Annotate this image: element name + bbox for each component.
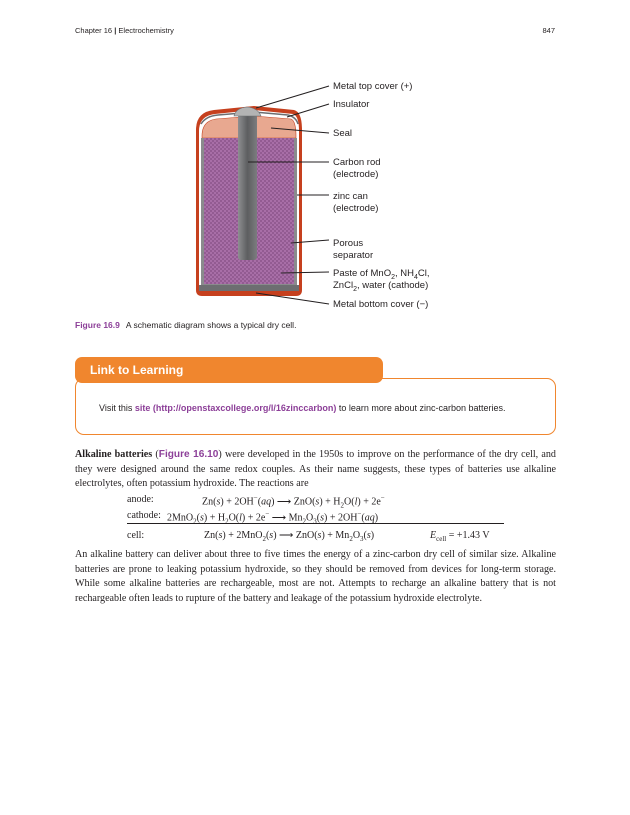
cell-equation: Zn(s) + 2MnO$_2$(s) ⟶ $ZnO(s) + Mn_2O_3(s)$: [204, 530, 375, 543]
label-porous: Porous: [333, 238, 364, 249]
cell-label: cell:: [127, 530, 145, 541]
cathode-label: cathode:: [127, 510, 161, 521]
label-zinc-can: zinc can: [333, 191, 368, 202]
cell-potential: $E_{cell} = +1.43$ V: [430, 530, 490, 543]
paragraph-alkaline-intro: Alkaline batteries (Figure 16.10) were developed in the 1950s to improve on the performance of the dry cell, and they were designed around the same redox couples. As their name suggests, these types of batteries use alkaline electrolytes, often potassium hydroxide. The reactions are: [75, 449, 556, 489]
label-insulator: Insulator: [333, 99, 370, 110]
label-carbon-rod-electrode: (electrode): [333, 169, 379, 180]
label-separator: separator: [333, 250, 374, 261]
link-to-learning-title: Link to Learning: [75, 357, 383, 383]
link-to-learning-text: Visit this site (http://openstaxcollege.org/l/16zinccarbon) to learn more about zinc-carbon batteries.: [99, 403, 506, 413]
openstax-link[interactable]: site (http://openstaxcollege.org/l/16zinccarbon): [134, 403, 337, 413]
label-paste-line2: ZnCl$_2$, water (cathode): [333, 280, 429, 293]
metal-bottom-cover: [199, 285, 299, 291]
carbon-rod: [238, 114, 257, 260]
paragraph-alkaline-details: An alkaline battery can deliver about three to five times the energy of a zinc-carbon dry cell of similar size. Alkaline batteries are prone to leaking potassium hydroxide, so they should be removed from devices for long-term storage. While some alkaline batteries are rechargeable, most are not. Attempts to recharge an alkaline battery that is not rechargeable often leads to rupture of the battery and leakage of the potassium hydroxide electrolyte.: [75, 549, 556, 604]
page-number: 847: [542, 26, 555, 35]
caption-text: A schematic diagram shows a typical dry cell.: [125, 320, 297, 330]
anode-label: anode:: [127, 494, 154, 505]
figure-caption: [75, 320, 296, 330]
label-metal-top-cover: Metal top cover (+): [333, 81, 413, 92]
label-zinc-can-electrode: (electrode): [333, 203, 379, 214]
reaction-sum-line: [127, 523, 504, 524]
label-paste-line1: Paste of MnO$_2$, $NH_4Cl$,: [333, 268, 430, 281]
figure-number: Figure 16.9: [75, 320, 120, 330]
label-seal: Seal: [333, 128, 353, 139]
page-header-chapter: Chapter 16 | Electrochemistry: [75, 26, 174, 35]
term-alkaline-batteries: Alkaline batteries: [75, 449, 153, 460]
anode-equation: Zn(s) + 2OH−(aq) ⟶ $ZnO(s) + H_2O(l) + 2e^-$: [202, 494, 385, 510]
dry-cell-diagram: [0, 0, 630, 320]
label-metal-bottom-cover: Metal bottom cover (−): [333, 299, 429, 310]
figure-16-10-link[interactable]: Figure 16.10: [158, 449, 219, 460]
label-carbon-rod: Carbon rod: [333, 157, 381, 168]
cathode-equation: $2MnO_2(s) + H_2O(l) + 2e^-$ ⟶ $Mn_2O_3(s) + 2OH^-(aq)$: [167, 510, 379, 526]
